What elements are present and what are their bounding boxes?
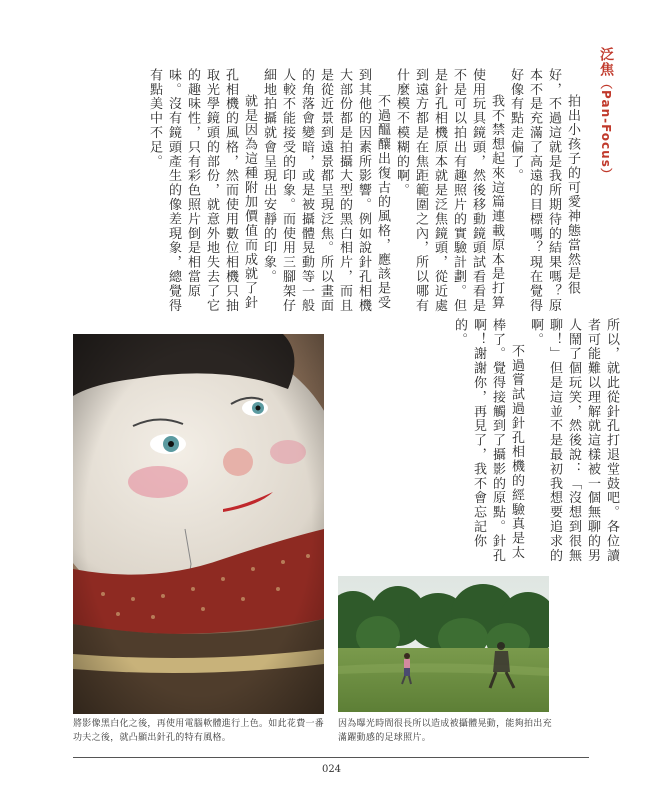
paragraph: 就是因為這種附加價值而成就了針孔相機的風格，然而使用數位相機只抽取光學鏡頭的部份，就意外地失去了它的趣味性，只有彩色照片倒是相當原味。沒有鏡頭產生的像差現象，總覺得有點美中不足。 <box>147 68 257 313</box>
footer-rule <box>73 757 589 758</box>
paragraph: 不過嘗試過針孔相機的經驗真是太棒了。覺得接觸到了攝影的原點。針孔啊！謝謝你，再見了，我不會忘記你的。 <box>452 318 524 563</box>
park-photo-caption: 因為曝光時間很長所以造成被攝體晃動，能夠拍出充滿躍動感的足球照片。 <box>338 719 552 743</box>
park-image <box>338 576 549 712</box>
doll-image <box>73 334 324 714</box>
doll-photo <box>73 334 324 714</box>
doll-photo-caption: 將影像黑白化之後，再使用電腦軟體進行上色。如此花費一番功夫之後，就凸顯出針孔的特有風格。 <box>73 719 325 743</box>
upper-text-block <box>92 68 582 313</box>
lower-text-block <box>431 318 621 566</box>
page-number: 024 <box>321 764 342 775</box>
section-heading <box>596 47 616 181</box>
paragraph: 拍出小孩子的可愛神態當然是很好，不過這就是我所期待的結果嗎？原本不是充滿了高遠的目標嗎？現在覺得好像有點走偏了。 <box>508 68 580 313</box>
paragraph: 我不禁想起來這篇連載原本是打算使用玩具鏡頭，然後移動鏡頭試看看是不是可以拍出有趣照片的實驗計劃。但是針孔相機原本就是泛焦鏡頭，從近處到遠方都是在焦距範圍之內，所以哪有什麼模不模糊的啊。 <box>394 68 504 313</box>
park-photo <box>338 576 549 712</box>
paragraph: 不過醞釀出復古的風格，應該是受到其他的因素所影響。例如說針孔相機大部份都是拍攝大型的黑白相片，而且是從近景到遠景都呈現泛焦。所以畫面的角落會變暗，或是被攝體晃動等一般人較不能接受的印象。而使用三腳架仔細地拍攝就會呈現出安靜的印象。 <box>261 68 390 313</box>
heading-title-cn: 泛焦 <box>598 47 614 77</box>
paragraph: 所以，就此從針孔打退堂鼓吧。各位讀者可能難以理解就這樣被一個無聊的男人鬧了個玩笑，然後說：「沒想到很無聊！」但是這並不是最初我想要追求的啊。 <box>528 318 619 563</box>
heading-title-en: （Pan-Focus） <box>599 77 613 181</box>
